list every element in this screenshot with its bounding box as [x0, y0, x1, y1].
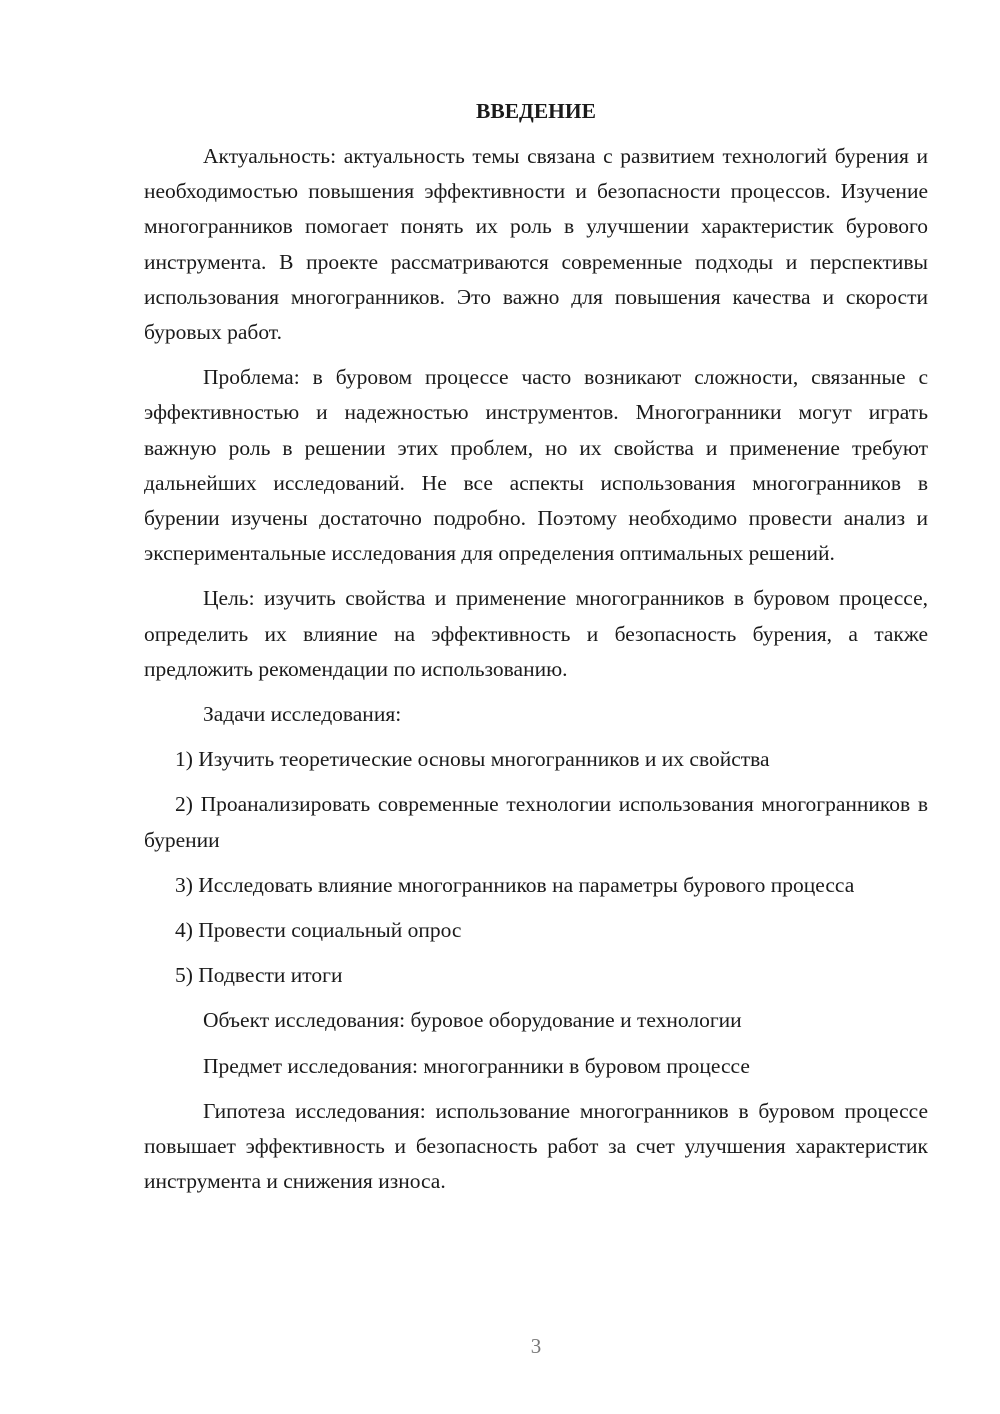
task-item-1: 1) Изучить теоретические основы многогранников и их свойства	[175, 747, 770, 772]
research-object: Объект исследования: буровое оборудование и технологии	[203, 1008, 742, 1033]
task-item-4: 4) Провести социальный опрос	[175, 918, 462, 943]
problem-paragraph: Проблема: в буровом процессе часто возникают сложности, связанные с эффективностью и надежностью инструментов. Многогранники могут играть важную роль в решении этих проблем, но их свойства и применение требуют дальнейших исследований. Не все аспекты использования многогранников в бурении изучены достаточно подробно. Поэтому необходимо провести анализ и экспериментальные исследования для определения оптимальных решений.	[144, 365, 928, 566]
goal-paragraph: Цель: изучить свойства и применение многогранников в буровом процессе, определить их влияние на эффективность и безопасность бурения, а также предложить рекомендации по использованию.	[144, 586, 928, 681]
relevance-paragraph: Актуальность: актуальность темы связана с развитием технологий бурения и необходимостью повышения эффективности и безопасности процессов. Изучение многогранников помогает понять их роль в улучшении характеристик бурового инструмента. В проекте рассматриваются современные подходы и перспективы использования многогранников. Это важно для повышения качества и скорости буровых работ.	[144, 144, 928, 345]
research-hypothesis: Гипотеза исследования: использование многогранников в буровом процессе повышает эффективность и безопасность работ за счет улучшения характеристик инструмента и снижения износа.	[144, 1098, 928, 1194]
page-title: ВВЕДЕНИЕ	[476, 99, 596, 123]
tasks-heading: Задачи исследования:	[203, 702, 402, 727]
research-subject: Предмет исследования: многогранники в буровом процессе	[203, 1053, 750, 1078]
page-number: 3	[530, 1334, 542, 1358]
task-item-2: 2) Проанализировать современные технологии использования многогранников в бурении	[144, 792, 928, 852]
page-content	[144, 94, 928, 1209]
task-item-3: 3) Исследовать влияние многогранников на параметры бурового процесса	[175, 872, 855, 897]
task-item-5: 5) Подвести итоги	[175, 963, 343, 988]
